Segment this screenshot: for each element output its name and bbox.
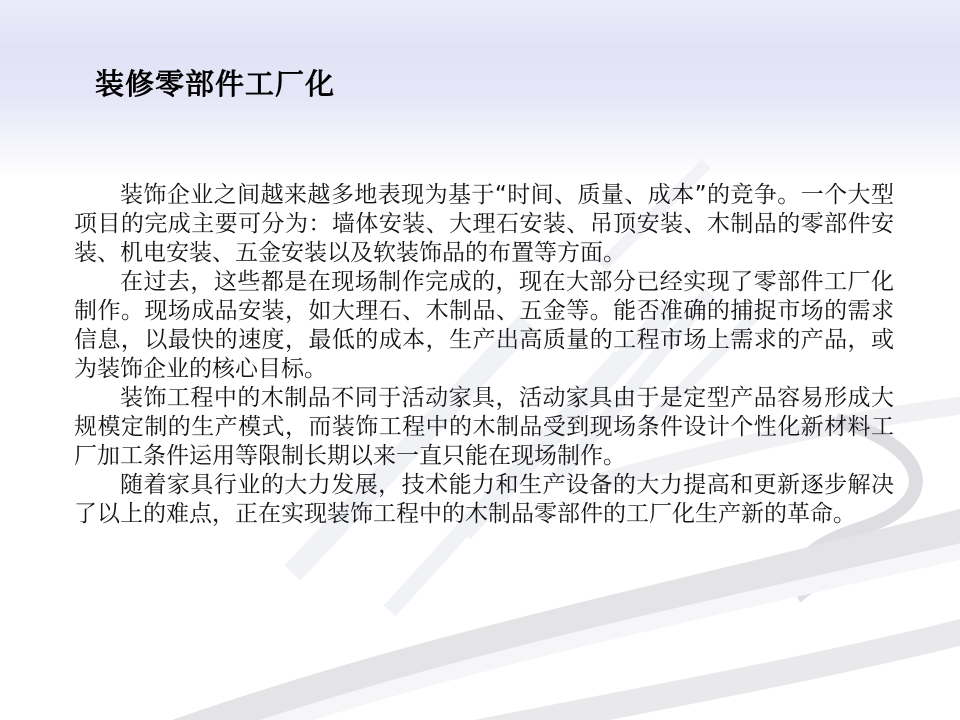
- paragraph-3: 装饰工程中的木制品不同于活动家具，活动家具由于是定型产品容易形成大规模定制的生产模式，而装饰工程中的木制品受到现场条件设计个性化新材料工厂加工条件运用等限制长期以来一直只能在现场制作。: [74, 385, 894, 469]
- body-text: [74, 181, 894, 529]
- paragraph-1: 装饰企业之间越来越多地表现为基于“时间、质量、成本”的竞争。一个大型项目的完成主要可分为：墙体安装、大理石安装、吊顶安装、木制品的零部件安装、机电安装、五金安装以及软装饰品的布置等方面。: [74, 182, 894, 266]
- paragraph-2: 在过去，这些都是在现场制作完成的，现在大部分已经实现了零部件工厂化制作。现场成品安装，如大理石、木制品、五金等。能否准确的捕捉市场的需求信息，以最快的速度，最低的成本，生产出高质量的工程市场上需求的产品，或为装饰企业的核心目标。: [74, 269, 894, 382]
- slide-title: 装修零部件工厂化: [95, 67, 336, 101]
- paragraph-4: 随着家具行业的大力发展，技术能力和生产设备的大力提高和更新逐步解决了以上的难点，正在实现装饰工程中的木制品零部件的工厂化生产新的革命。: [74, 472, 894, 527]
